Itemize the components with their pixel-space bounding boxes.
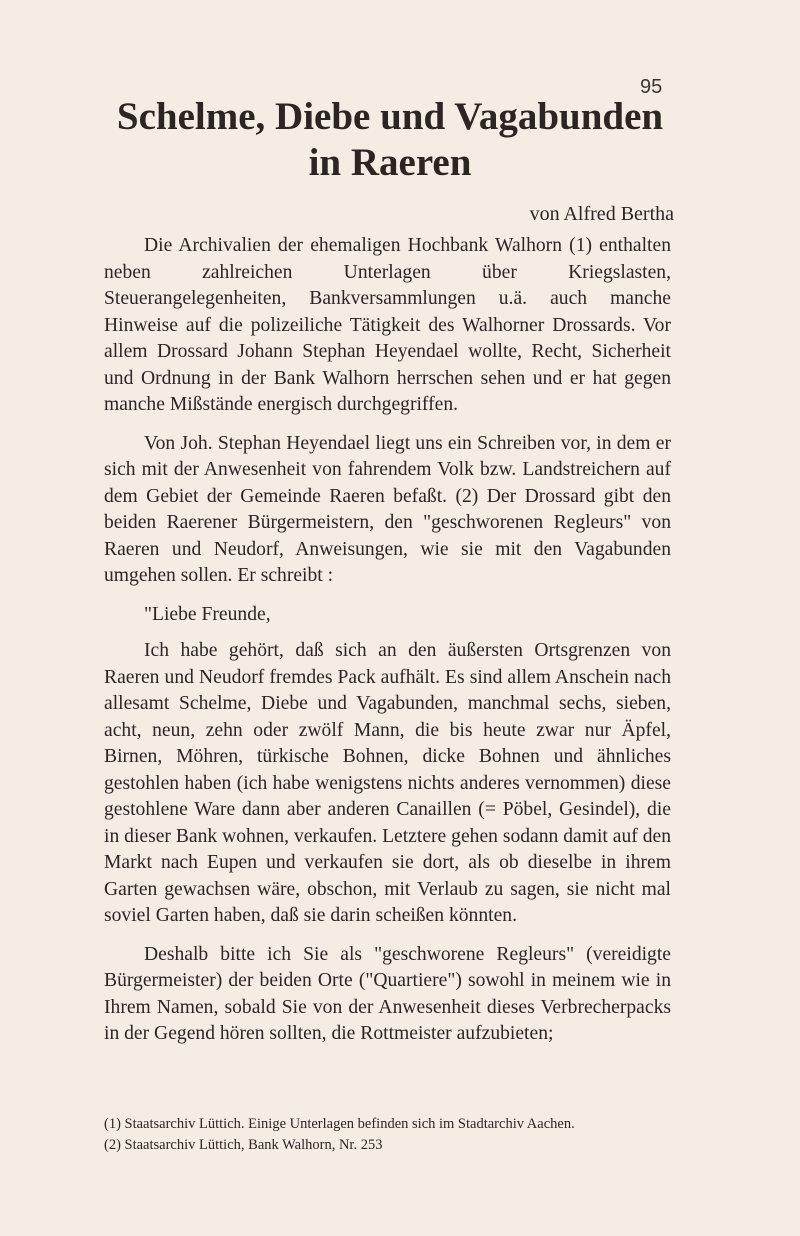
paragraph-intro: Die Archivalien der ehemaligen Hochbank Walhorn (1) enthalten neben zahlreichen Unterlagen über Kriegslasten, Steuerangelegenheiten, Bankversammlungen u.ä. auch manche Hinweise auf die polizeiliche Tätigkeit des Walhorner Drossards. Vor allem Drossard Johann Stephan Heyendael wollte, Recht, Sicherheit und Ordnung in der Bank Walhorn herrschen sehen und er hat gegen manche Mißstände energisch durchgegriffen. xyxy=(104,235,671,415)
paragraph-letter-request: Deshalb bitte ich Sie als "geschworene Regleurs" (vereidigte Bürgermeister) der beiden Orte ("Quartiere") sowohl in meinem wie in Ihrem Namen, sobald Sie von der Anwesenheit dieses Verbrecherpacks in der Gegend hören sollten, die Rottmeister aufzubieten; xyxy=(104,943,671,1044)
footnote-2: (2) Staatsarchiv Lüttich, Bank Walhorn, Nr. 253 xyxy=(104,1137,383,1153)
article-title xyxy=(100,94,680,186)
article-body xyxy=(104,233,671,1060)
author-byline: von Alfred Bertha xyxy=(529,203,674,225)
page-number: 95 xyxy=(640,76,663,98)
paragraph-greeting: "Liebe Freunde, xyxy=(144,603,271,625)
footnotes xyxy=(104,1114,674,1156)
title-line-2: in Raeren xyxy=(308,141,472,184)
title-line-1: Schelme, Diebe und Vagabunden xyxy=(116,95,664,138)
paragraph-letter-body: Ich habe gehört, daß sich an den äußersten Ortsgrenzen von Raeren und Neudorf fremdes Pack aufhält. Es sind allem Anschein nach allesamt Schelme, Diebe und Vagabunden, manchmal sechs, sieben, acht, neun, zehn oder zwölf Mann, die bis heute zwar nur Äpfel, Birnen, Möhren, türkische Bohnen, dicke Bohnen und ähnliches gestohlen haben (ich habe wenigstens nichts anderes vernommen) diese gestohlene Ware dann aber anderen Canaillen (= Pöbel, Gesindel), die in dieser Bank wohnen, verkaufen. Letztere gehen sodann damit auf den Markt nach Eupen und verkaufen sie dort, als ob dieselbe in ihrem Garten gewachsen wäre, obschon, mit Verlaub zu sagen, sie nicht mal soviel Garten haben, daß sie darin scheißen könnten. xyxy=(104,640,671,926)
paragraph-letter-context: Von Joh. Stephan Heyendael liegt uns ein Schreiben vor, in dem er sich mit der Anwesenheit von fahrendem Volk bzw. Landstreichern auf dem Gebiet der Gemeinde Raeren befaßt. (2) Der Drossard gibt den beiden Raerener Bürgermeistern, den "geschworenen Regleurs" von Raeren und Neudorf, Anweisungen, wie sie mit den Vagabunden umgehen sollen. Er schreibt : xyxy=(104,432,671,586)
footnote-1: (1) Staatsarchiv Lüttich. Einige Unterlagen befinden sich im Stadtarchiv Aachen. xyxy=(104,1116,575,1132)
